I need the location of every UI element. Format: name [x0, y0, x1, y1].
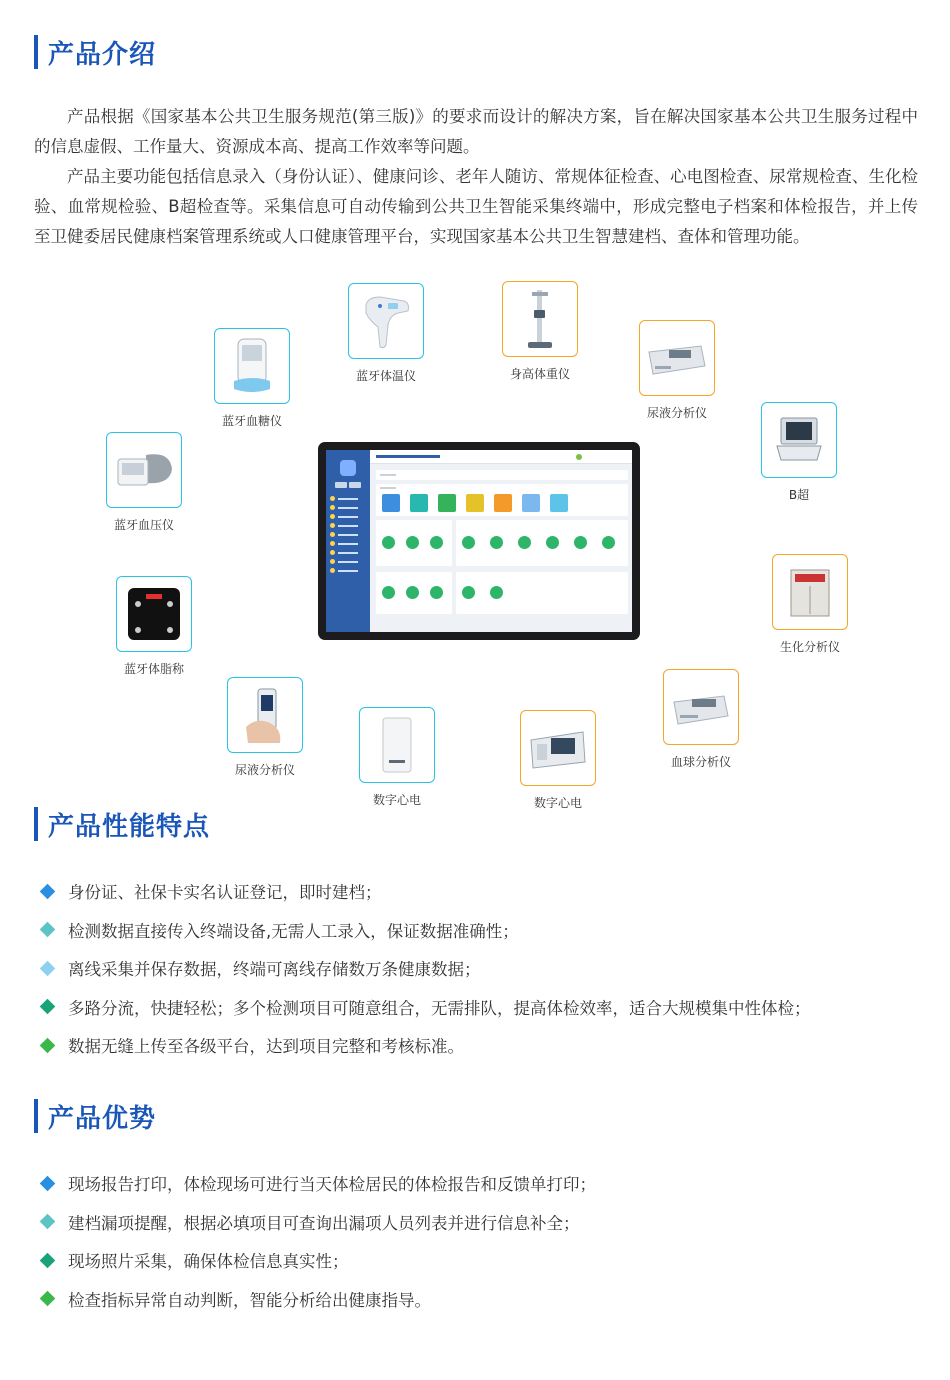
ecg-box-icon — [375, 714, 419, 776]
screen-nav-item — [330, 521, 366, 530]
device-urine-analyzer — [639, 320, 715, 420]
device-frame — [214, 328, 290, 404]
screen-topbar — [370, 450, 632, 464]
height-scale-icon — [520, 286, 560, 352]
advantages-list — [40, 1164, 596, 1318]
diamond-bullet-icon — [40, 1037, 56, 1053]
device-label: 数字心电 — [372, 793, 422, 807]
device-frame — [106, 432, 182, 508]
screen-card — [456, 520, 628, 566]
urine-analyzer-icon — [645, 336, 709, 380]
section-title-features — [34, 804, 210, 844]
list-item: 现场照片采集，确保体检信息真实性； — [40, 1241, 596, 1280]
diamond-bullet-icon — [40, 883, 56, 899]
blood-analyzer-icon — [670, 684, 732, 730]
screen-nav-item — [330, 548, 366, 557]
list-item: 建档漏项提醒，根据必填项目可查询出漏项人员列表并进行信息补全； — [40, 1203, 596, 1242]
glucose-meter-icon — [226, 335, 278, 397]
section-title-text: 产品优势 — [48, 1103, 157, 1134]
section-title-intro — [34, 32, 156, 72]
body-fat-scale-icon — [124, 584, 184, 644]
screen-card — [456, 572, 628, 614]
device-ultrasound — [761, 402, 837, 502]
biochem-analyzer-icon — [785, 564, 835, 620]
screen-card — [376, 572, 452, 614]
device-label: 生化分析仪 — [779, 640, 841, 654]
device-glucose-meter — [214, 328, 290, 428]
screen-nav-item — [330, 530, 366, 539]
list-item: 数据无缝上传至各级平台，达到项目完整和考核标准。 — [40, 1026, 811, 1065]
device-label: 尿液分析仪 — [234, 763, 296, 777]
screen-card — [376, 470, 628, 480]
screen-nav-item — [330, 494, 366, 503]
list-item: 身份证、社保卡实名认证登记，即时建档； — [40, 872, 811, 911]
list-item: 多路分流，快捷轻松；多个检测项目可随意组合，无需排队，提高体检效率，适合大规模集中性体检； — [40, 988, 811, 1027]
device-body-fat-scale — [116, 576, 192, 676]
device-label: 蓝牙体温仪 — [355, 369, 417, 383]
screen-nav-item — [330, 503, 366, 512]
handheld-analyzer-icon — [240, 683, 290, 747]
diamond-bullet-icon — [40, 1175, 56, 1191]
device-frame — [502, 281, 578, 357]
screen-nav-item — [330, 539, 366, 548]
device-label: 蓝牙血压仪 — [113, 518, 175, 532]
device-label: 血球分析仪 — [670, 755, 732, 769]
intro-paragraph: 产品根据《国家基本公共卫生服务规范(第三版)》的要求而设计的解决方案，旨在解决国家基本公共卫生服务过程中的信息虚假、工作量大、资源成本高、提高工作效率等问题。 — [34, 107, 918, 156]
diamond-bullet-icon — [40, 922, 56, 938]
title-bar — [34, 35, 38, 69]
list-item: 离线采集并保存数据，终端可离线存储数万条健康数据； — [40, 949, 811, 988]
screen-nav-item — [330, 566, 366, 575]
device-label: 身高体重仪 — [509, 367, 571, 381]
screen-card — [376, 520, 452, 566]
device-frame — [663, 669, 739, 745]
device-height-scale — [502, 281, 578, 381]
intro-paragraph: 产品主要功能包括信息录入（身份认证）、健康问诊、老年人随访、常规体征检查、心电图检查、尿常规检查、生化检验、血常规检验、B超检查等。采集信息可自动传输到公共卫生智能采集终端中，形成完整电子档案和体检报告，并上传至卫健委居民健康档案管理系统或人口健康管理平台，实现国家基本公共卫生智慧建档、查体和管理功能。 — [34, 167, 918, 246]
device-ecg-box — [359, 707, 435, 807]
device-blood-pressure — [106, 432, 182, 532]
section-title-text: 产品性能特点 — [48, 811, 211, 842]
ultrasound-icon — [771, 412, 827, 468]
screen-sidebar — [326, 450, 370, 632]
device-thermometer — [348, 283, 424, 383]
device-label: B超 — [788, 488, 810, 502]
device-handheld-analyzer — [227, 677, 303, 777]
screen-buttons — [326, 482, 370, 488]
device-frame — [359, 707, 435, 783]
section-title-advantages — [34, 1096, 156, 1136]
ecg-icon — [527, 722, 589, 774]
device-frame — [227, 677, 303, 753]
screen-logo — [340, 460, 356, 476]
device-frame — [761, 402, 837, 478]
diamond-bullet-icon — [40, 960, 56, 976]
thermometer-icon — [358, 291, 414, 351]
diamond-bullet-icon — [40, 1291, 56, 1307]
blood-pressure-icon — [112, 445, 176, 495]
title-bar — [34, 807, 38, 841]
diamond-bullet-icon — [40, 1214, 56, 1230]
list-item: 检测数据直接传入终端设备,无需人工录入，保证数据准确性； — [40, 911, 811, 950]
device-label: 尿液分析仪 — [646, 406, 708, 420]
device-frame — [639, 320, 715, 396]
section-title-text: 产品介绍 — [48, 39, 157, 70]
device-label: 蓝牙血糖仪 — [221, 414, 283, 428]
device-biochem-analyzer — [772, 554, 848, 654]
list-item: 现场报告打印，体检现场可进行当天体检居民的体检报告和反馈单打印； — [40, 1164, 596, 1203]
device-frame — [348, 283, 424, 359]
list-item: 检查指标异常自动判断，智能分析给出健康指导。 — [40, 1280, 596, 1319]
terminal-monitor — [318, 442, 640, 640]
device-blood-analyzer — [663, 669, 739, 769]
screen-card — [376, 484, 628, 516]
diamond-bullet-icon — [40, 1252, 56, 1268]
diamond-bullet-icon — [40, 999, 56, 1015]
device-ecg — [520, 710, 596, 810]
device-label: 数字心电 — [533, 796, 583, 810]
intro-text — [34, 102, 918, 252]
device-frame — [116, 576, 192, 652]
system-screenshot — [326, 450, 632, 632]
title-bar — [34, 1099, 38, 1133]
device-frame — [772, 554, 848, 630]
device-frame — [520, 710, 596, 786]
device-label: 蓝牙体脂称 — [123, 662, 185, 676]
features-list — [40, 872, 811, 1065]
screen-nav-item — [330, 512, 366, 521]
screen-nav-item — [330, 557, 366, 566]
